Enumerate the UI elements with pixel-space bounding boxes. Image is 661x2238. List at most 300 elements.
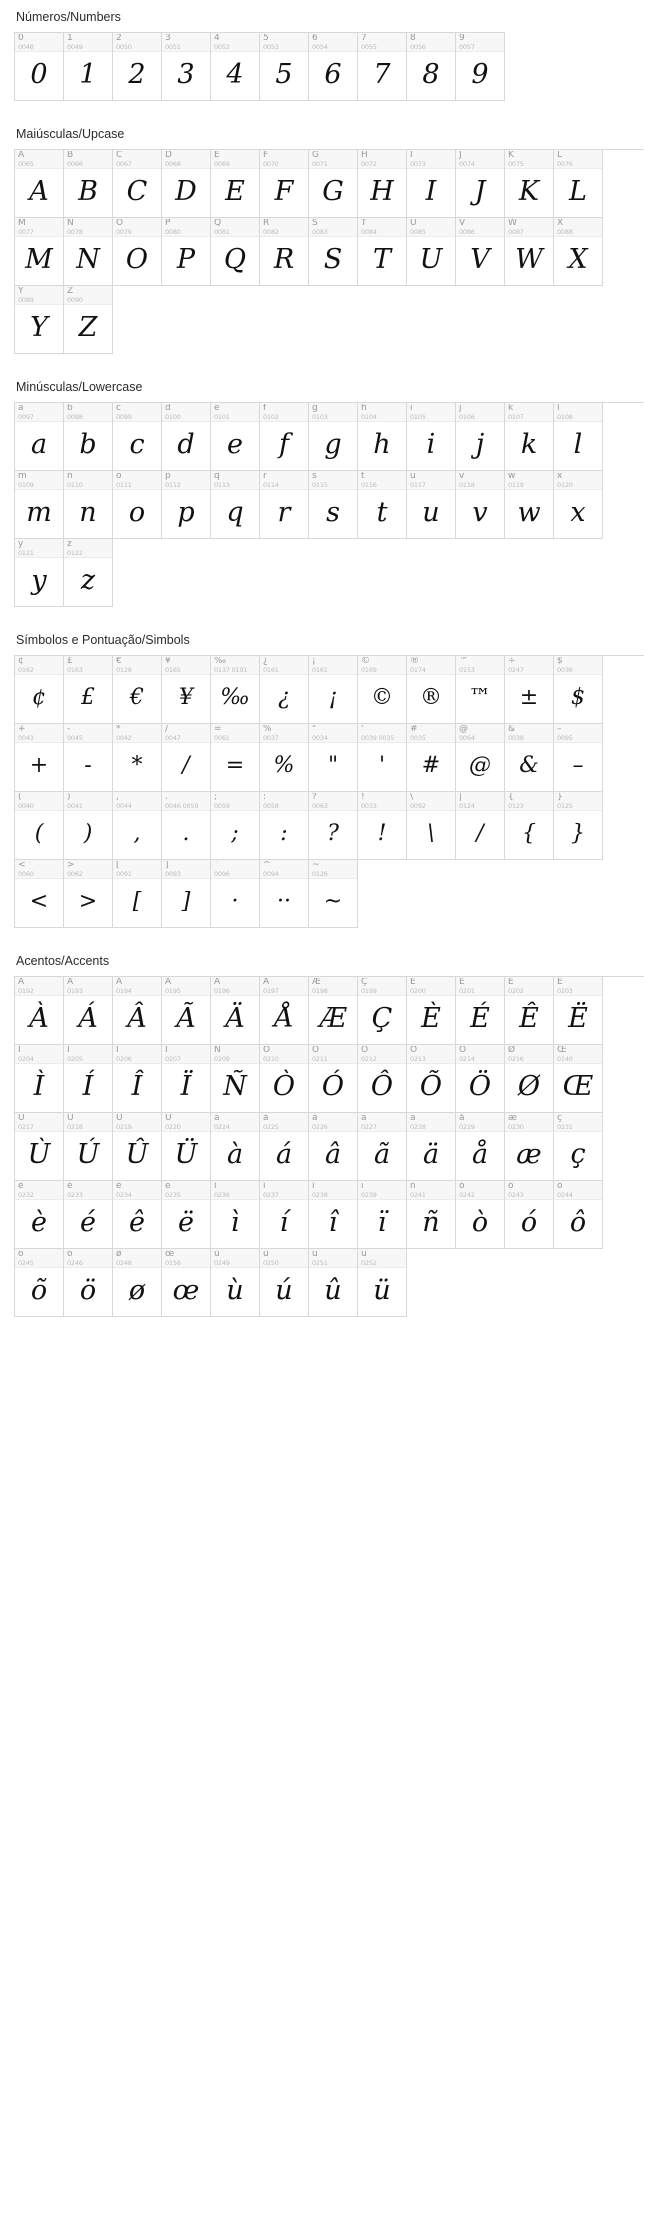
glyph-preview: U bbox=[419, 244, 443, 275]
glyph-code-label: 0233 bbox=[67, 1191, 83, 1199]
glyph-preview: , bbox=[133, 820, 141, 846]
glyph-preview: ù bbox=[226, 1275, 244, 1306]
glyph-code-label: 0235 bbox=[165, 1191, 181, 1199]
glyph-cell[interactable] bbox=[358, 724, 407, 792]
glyph-cell[interactable] bbox=[358, 792, 407, 860]
glyph-preview: A bbox=[29, 176, 49, 207]
glyph-code-label: 0061 bbox=[214, 734, 230, 742]
glyph-preview: ¡ bbox=[328, 684, 338, 710]
glyph-cell-header bbox=[407, 724, 455, 743]
glyph-cell-header bbox=[64, 860, 112, 879]
glyph-code-label: 0198 bbox=[312, 987, 328, 995]
glyph-cell[interactable] bbox=[211, 656, 260, 724]
glyph-code-label: 0207 bbox=[165, 1055, 181, 1063]
glyph-cell[interactable] bbox=[456, 471, 505, 539]
glyph-cell[interactable] bbox=[162, 724, 211, 792]
glyph-cell[interactable] bbox=[211, 150, 260, 218]
glyph-preview: J bbox=[474, 176, 486, 207]
glyph-cell[interactable] bbox=[15, 656, 64, 724]
glyph-cell[interactable] bbox=[15, 403, 64, 471]
glyph-cell[interactable] bbox=[505, 150, 554, 218]
glyph-code-label: 0137 0191 bbox=[214, 666, 248, 674]
glyph-cell[interactable] bbox=[64, 218, 113, 286]
glyph-cell[interactable] bbox=[407, 792, 456, 860]
glyph-cell[interactable] bbox=[260, 860, 309, 928]
glyph-cell[interactable] bbox=[456, 1181, 505, 1249]
glyph-cell[interactable] bbox=[211, 1113, 260, 1181]
glyph-cell[interactable] bbox=[456, 656, 505, 724]
glyph-cell[interactable] bbox=[456, 403, 505, 471]
glyph-cell[interactable] bbox=[15, 860, 64, 928]
glyph-cell-header bbox=[64, 286, 112, 305]
glyph-char-label: A bbox=[18, 151, 25, 160]
glyph-char-label: @ bbox=[459, 725, 468, 734]
glyph-cell-header bbox=[456, 792, 504, 811]
glyph-code-label: 0041 bbox=[67, 802, 83, 810]
glyph-cell[interactable] bbox=[260, 656, 309, 724]
glyph-cell[interactable] bbox=[113, 792, 162, 860]
glyph-cell[interactable] bbox=[456, 977, 505, 1045]
glyph-cell[interactable] bbox=[15, 286, 64, 354]
glyph-preview: e bbox=[227, 429, 243, 460]
glyph-char-label: { bbox=[508, 793, 514, 802]
glyph-cell[interactable] bbox=[456, 150, 505, 218]
glyph-preview: ~ bbox=[323, 888, 343, 914]
glyph-preview: Î bbox=[131, 1071, 143, 1102]
glyph-cell[interactable] bbox=[113, 218, 162, 286]
glyph-cell-header bbox=[64, 1249, 112, 1268]
glyph-cell[interactable] bbox=[211, 471, 260, 539]
glyph-char-label: Ì bbox=[18, 1046, 21, 1055]
glyph-cell[interactable] bbox=[260, 33, 309, 101]
glyph-cell[interactable] bbox=[260, 1249, 309, 1317]
glyph-cell[interactable] bbox=[113, 724, 162, 792]
glyph-preview: N bbox=[76, 244, 100, 275]
glyph-cell[interactable] bbox=[358, 471, 407, 539]
glyph-char-label: å bbox=[459, 1114, 465, 1123]
glyph-cell[interactable] bbox=[211, 1249, 260, 1317]
glyph-code-label: 0053 bbox=[263, 43, 279, 51]
glyph-cell[interactable] bbox=[113, 471, 162, 539]
glyph-char-label: h bbox=[361, 404, 367, 413]
glyph-code-label: 0050 bbox=[116, 43, 132, 51]
glyph-cell-header bbox=[505, 1113, 553, 1132]
glyph-preview: E bbox=[225, 176, 245, 207]
glyph-cell-header bbox=[554, 1045, 602, 1064]
glyph-cell[interactable] bbox=[407, 33, 456, 101]
section-title: Números/Numbers bbox=[16, 10, 121, 24]
glyph-section-numbers bbox=[14, 10, 647, 101]
glyph-cell-header bbox=[15, 792, 63, 811]
glyph-code-label: 0161 bbox=[263, 666, 279, 674]
glyph-cell[interactable] bbox=[554, 471, 603, 539]
glyph-cell[interactable] bbox=[113, 1113, 162, 1181]
glyph-cell-header bbox=[15, 286, 63, 305]
glyph-cell[interactable] bbox=[309, 471, 358, 539]
glyph-code-label: 0059 bbox=[214, 802, 230, 810]
glyph-cell[interactable] bbox=[162, 656, 211, 724]
glyph-cell[interactable] bbox=[309, 656, 358, 724]
glyph-preview: À bbox=[29, 1003, 49, 1034]
glyph-cell[interactable] bbox=[113, 33, 162, 101]
glyph-cell[interactable] bbox=[15, 977, 64, 1045]
glyph-cell[interactable] bbox=[162, 977, 211, 1045]
glyph-cell[interactable] bbox=[554, 1045, 603, 1113]
glyph-cell[interactable] bbox=[113, 977, 162, 1045]
glyph-cell[interactable] bbox=[309, 1181, 358, 1249]
glyph-preview: ò bbox=[471, 1207, 489, 1238]
glyph-code-label: 0094 bbox=[263, 870, 279, 878]
glyph-char-label: à bbox=[214, 1114, 220, 1123]
glyph-grid bbox=[14, 402, 644, 607]
glyph-code-label: 0118 bbox=[459, 481, 475, 489]
glyph-cell[interactable] bbox=[64, 33, 113, 101]
glyph-cell[interactable] bbox=[505, 1181, 554, 1249]
glyph-cell[interactable] bbox=[554, 218, 603, 286]
glyph-code-label: 0068 bbox=[165, 160, 181, 168]
glyph-cell[interactable] bbox=[456, 792, 505, 860]
glyph-cell-header bbox=[64, 150, 112, 169]
glyph-cell[interactable] bbox=[113, 860, 162, 928]
glyph-cell[interactable] bbox=[15, 539, 64, 607]
glyph-cell[interactable] bbox=[309, 1249, 358, 1317]
glyph-preview: ü bbox=[373, 1275, 391, 1306]
glyph-cell[interactable] bbox=[211, 403, 260, 471]
glyph-char-label: Ù bbox=[18, 1114, 25, 1123]
glyph-code-label: 0069 bbox=[214, 160, 230, 168]
glyph-code-label: 0206 bbox=[116, 1055, 132, 1063]
glyph-preview: â bbox=[324, 1139, 342, 1170]
glyph-cell[interactable] bbox=[211, 1045, 260, 1113]
glyph-preview: Ò bbox=[272, 1071, 296, 1102]
glyph-preview: r bbox=[277, 497, 291, 528]
glyph-cell[interactable] bbox=[407, 724, 456, 792]
glyph-code-label: 0056 bbox=[410, 43, 426, 51]
glyph-cell[interactable] bbox=[113, 150, 162, 218]
glyph-cell[interactable] bbox=[554, 656, 603, 724]
glyph-cell[interactable] bbox=[358, 1113, 407, 1181]
glyph-cell[interactable] bbox=[260, 977, 309, 1045]
glyph-cell[interactable] bbox=[162, 33, 211, 101]
glyph-code-label: 0232 bbox=[18, 1191, 34, 1199]
glyph-cell[interactable] bbox=[113, 1181, 162, 1249]
glyph-code-label: 0075 bbox=[508, 160, 524, 168]
glyph-cell[interactable] bbox=[358, 1249, 407, 1317]
glyph-cell[interactable] bbox=[407, 1113, 456, 1181]
glyph-cell[interactable] bbox=[64, 286, 113, 354]
glyph-cell-header bbox=[260, 792, 308, 811]
glyph-preview: ì bbox=[230, 1207, 240, 1238]
glyph-preview: Â bbox=[127, 1003, 147, 1034]
glyph-code-label: 0097 bbox=[18, 413, 34, 421]
glyph-preview: & bbox=[519, 752, 539, 778]
glyph-cell[interactable] bbox=[64, 724, 113, 792]
glyph-code-label: 0203 bbox=[557, 987, 573, 995]
glyph-cell[interactable] bbox=[358, 218, 407, 286]
glyph-code-label: 0205 bbox=[67, 1055, 83, 1063]
glyph-cell[interactable] bbox=[64, 656, 113, 724]
glyph-char-label: Ü bbox=[165, 1114, 172, 1123]
glyph-cell[interactable] bbox=[64, 1249, 113, 1317]
glyph-code-label: 0078 bbox=[67, 228, 83, 236]
glyph-cell[interactable] bbox=[358, 656, 407, 724]
glyph-char-label: i bbox=[410, 404, 413, 413]
glyph-cell[interactable] bbox=[260, 1045, 309, 1113]
glyph-cell[interactable] bbox=[358, 403, 407, 471]
glyph-cell[interactable] bbox=[407, 1181, 456, 1249]
glyph-cell[interactable] bbox=[260, 403, 309, 471]
glyph-cell[interactable] bbox=[260, 724, 309, 792]
glyph-cell[interactable] bbox=[505, 977, 554, 1045]
glyph-cell[interactable] bbox=[15, 150, 64, 218]
glyph-cell-header bbox=[358, 1181, 406, 1200]
glyph-char-label: $ bbox=[557, 657, 563, 666]
glyph-cell[interactable] bbox=[15, 1249, 64, 1317]
glyph-cell[interactable] bbox=[162, 1181, 211, 1249]
glyph-cell-header bbox=[15, 977, 63, 996]
glyph-code-label: 0065 bbox=[18, 160, 34, 168]
glyph-cell[interactable] bbox=[554, 724, 603, 792]
glyph-cell[interactable] bbox=[505, 1045, 554, 1113]
glyph-cell-header bbox=[64, 977, 112, 996]
glyph-cell[interactable] bbox=[358, 33, 407, 101]
glyph-cell[interactable] bbox=[260, 150, 309, 218]
glyph-cell[interactable] bbox=[309, 403, 358, 471]
glyph-code-label: 0052 bbox=[214, 43, 230, 51]
glyph-code-label: 0083 bbox=[312, 228, 328, 236]
glyph-cell[interactable] bbox=[15, 1113, 64, 1181]
glyph-char-label: ù bbox=[214, 1250, 220, 1259]
glyph-preview: - bbox=[84, 752, 92, 778]
glyph-cell[interactable] bbox=[64, 150, 113, 218]
glyph-code-label: 0200 bbox=[410, 987, 426, 995]
glyph-cell[interactable] bbox=[505, 471, 554, 539]
glyph-char-label: z bbox=[67, 540, 72, 549]
glyph-cell[interactable] bbox=[309, 1045, 358, 1113]
glyph-cell[interactable] bbox=[554, 977, 603, 1045]
glyph-preview: ± bbox=[519, 684, 539, 710]
glyph-code-label: 0072 bbox=[361, 160, 377, 168]
glyph-cell[interactable] bbox=[64, 1181, 113, 1249]
glyph-char-label: 9 bbox=[459, 34, 465, 43]
glyph-char-label: Ô bbox=[361, 1046, 369, 1055]
glyph-cell-header bbox=[211, 471, 259, 490]
glyph-cell[interactable] bbox=[407, 1045, 456, 1113]
glyph-code-label: 0119 bbox=[508, 481, 524, 489]
glyph-cell[interactable] bbox=[407, 150, 456, 218]
glyph-cell[interactable] bbox=[505, 1113, 554, 1181]
glyph-char-label: Õ bbox=[410, 1046, 418, 1055]
glyph-char-label: G bbox=[312, 151, 319, 160]
glyph-cell-header bbox=[407, 1113, 455, 1132]
glyph-code-label: 0057 bbox=[459, 43, 475, 51]
glyph-code-label: 0077 bbox=[18, 228, 34, 236]
glyph-cell[interactable] bbox=[358, 1181, 407, 1249]
glyph-char-label: é bbox=[67, 1182, 73, 1191]
glyph-code-label: 0218 bbox=[67, 1123, 83, 1131]
glyph-preview: Ó bbox=[321, 1071, 345, 1102]
glyph-preview: ã bbox=[373, 1139, 391, 1170]
glyph-cell[interactable] bbox=[15, 1045, 64, 1113]
glyph-preview: w bbox=[517, 497, 541, 528]
glyph-cell[interactable] bbox=[407, 403, 456, 471]
glyph-cell-header bbox=[211, 860, 259, 879]
glyph-cell[interactable] bbox=[309, 977, 358, 1045]
glyph-char-label: ? bbox=[312, 793, 317, 802]
glyph-cell-header bbox=[505, 792, 553, 811]
glyph-cell[interactable] bbox=[211, 860, 260, 928]
glyph-cell[interactable] bbox=[554, 1181, 603, 1249]
glyph-cell[interactable] bbox=[505, 218, 554, 286]
glyph-cell[interactable] bbox=[554, 150, 603, 218]
glyph-cell[interactable] bbox=[407, 656, 456, 724]
glyph-cell[interactable] bbox=[15, 471, 64, 539]
glyph-cell[interactable] bbox=[162, 218, 211, 286]
glyph-cell[interactable] bbox=[15, 724, 64, 792]
glyph-cell[interactable] bbox=[15, 218, 64, 286]
glyph-char-label: c bbox=[116, 404, 121, 413]
glyph-char-label: ô bbox=[557, 1182, 563, 1191]
glyph-code-label: 0213 bbox=[410, 1055, 426, 1063]
glyph-cell[interactable] bbox=[64, 977, 113, 1045]
glyph-cell[interactable] bbox=[211, 33, 260, 101]
glyph-char-label: [ bbox=[116, 861, 120, 870]
glyph-cell[interactable] bbox=[309, 724, 358, 792]
glyph-cell[interactable] bbox=[15, 792, 64, 860]
glyph-cell-header bbox=[505, 218, 553, 237]
glyph-grid bbox=[14, 149, 644, 354]
glyph-cell[interactable] bbox=[260, 1113, 309, 1181]
glyph-cell[interactable] bbox=[211, 977, 260, 1045]
glyph-cell[interactable] bbox=[211, 792, 260, 860]
glyph-cell[interactable] bbox=[554, 792, 603, 860]
glyph-cell-header bbox=[162, 403, 210, 422]
glyph-char-label: ] bbox=[165, 861, 169, 870]
glyph-cell[interactable] bbox=[358, 1045, 407, 1113]
glyph-cell-header bbox=[162, 150, 210, 169]
glyph-cell[interactable] bbox=[15, 33, 64, 101]
glyph-cell[interactable] bbox=[309, 33, 358, 101]
glyph-cell[interactable] bbox=[260, 792, 309, 860]
glyph-code-label: 0070 bbox=[263, 160, 279, 168]
glyph-cell[interactable] bbox=[64, 792, 113, 860]
glyph-cell[interactable] bbox=[211, 724, 260, 792]
glyph-cell[interactable] bbox=[309, 792, 358, 860]
glyph-code-label: 0109 bbox=[18, 481, 34, 489]
glyph-preview: C bbox=[126, 176, 148, 207]
glyph-cell[interactable] bbox=[505, 792, 554, 860]
glyph-cell[interactable] bbox=[162, 1113, 211, 1181]
glyph-cell-header bbox=[162, 1045, 210, 1064]
glyph-cell[interactable] bbox=[64, 860, 113, 928]
glyph-cell-header bbox=[113, 724, 161, 743]
glyph-cell[interactable] bbox=[505, 656, 554, 724]
glyph-cell[interactable] bbox=[162, 1249, 211, 1317]
glyph-cell[interactable] bbox=[309, 1113, 358, 1181]
glyph-cell-header bbox=[554, 792, 602, 811]
glyph-code-label: 0120 bbox=[557, 481, 573, 489]
glyph-cell[interactable] bbox=[554, 403, 603, 471]
glyph-code-label: 0125 bbox=[557, 802, 573, 810]
glyph-preview: 2 bbox=[128, 59, 146, 90]
glyph-char-label: É bbox=[459, 978, 465, 987]
glyph-cell-header bbox=[407, 33, 455, 52]
glyph-char-label: 2 bbox=[116, 34, 122, 43]
glyph-cell[interactable] bbox=[64, 1113, 113, 1181]
glyph-preview: 4 bbox=[226, 59, 244, 90]
glyph-preview: L bbox=[569, 176, 587, 207]
glyph-char-label: € bbox=[116, 657, 122, 666]
glyph-code-label: 0225 bbox=[263, 1123, 279, 1131]
glyph-cell[interactable] bbox=[162, 150, 211, 218]
glyph-cell[interactable] bbox=[505, 403, 554, 471]
glyph-cell[interactable] bbox=[162, 860, 211, 928]
glyph-cell-header bbox=[456, 724, 504, 743]
glyph-preview: 6 bbox=[324, 59, 342, 90]
glyph-code-label: 0099 bbox=[116, 413, 132, 421]
glyph-cell-header bbox=[456, 33, 504, 52]
glyph-cell[interactable] bbox=[64, 471, 113, 539]
glyph-cell[interactable] bbox=[211, 1181, 260, 1249]
glyph-cell[interactable] bbox=[407, 471, 456, 539]
glyph-code-label: 0210 bbox=[263, 1055, 279, 1063]
glyph-cell[interactable] bbox=[456, 724, 505, 792]
glyph-cell[interactable] bbox=[456, 33, 505, 101]
glyph-cell-header bbox=[15, 403, 63, 422]
glyph-char-label: . bbox=[165, 793, 168, 802]
glyph-cell[interactable] bbox=[64, 539, 113, 607]
glyph-cell[interactable] bbox=[113, 656, 162, 724]
glyph-code-label: 0098 bbox=[67, 413, 83, 421]
glyph-cell[interactable] bbox=[64, 403, 113, 471]
glyph-cell[interactable] bbox=[456, 218, 505, 286]
glyph-cell[interactable] bbox=[505, 724, 554, 792]
glyph-cell[interactable] bbox=[554, 1113, 603, 1181]
glyph-cell[interactable] bbox=[113, 403, 162, 471]
glyph-cell[interactable] bbox=[456, 1045, 505, 1113]
glyph-cell[interactable] bbox=[113, 1045, 162, 1113]
glyph-cell[interactable] bbox=[64, 1045, 113, 1113]
glyph-cell[interactable] bbox=[260, 471, 309, 539]
glyph-cell-header bbox=[260, 403, 308, 422]
glyph-cell[interactable] bbox=[162, 471, 211, 539]
glyph-char-label: J bbox=[459, 151, 462, 160]
glyph-char-label: s bbox=[312, 472, 317, 481]
glyph-cell[interactable] bbox=[407, 218, 456, 286]
glyph-cell[interactable] bbox=[407, 977, 456, 1045]
glyph-cell[interactable] bbox=[456, 1113, 505, 1181]
glyph-cell-header bbox=[309, 150, 357, 169]
glyph-cell[interactable] bbox=[113, 1249, 162, 1317]
glyph-preview: è bbox=[31, 1207, 47, 1238]
glyph-cell[interactable] bbox=[260, 1181, 309, 1249]
glyph-cell[interactable] bbox=[358, 977, 407, 1045]
glyph-cell-header bbox=[211, 1113, 259, 1132]
glyph-preview: V bbox=[470, 244, 490, 275]
glyph-cell[interactable] bbox=[309, 218, 358, 286]
glyph-cell[interactable] bbox=[15, 1181, 64, 1249]
glyph-cell[interactable] bbox=[162, 403, 211, 471]
glyph-cell[interactable] bbox=[211, 218, 260, 286]
glyph-cell[interactable] bbox=[260, 218, 309, 286]
glyph-cell[interactable] bbox=[162, 1045, 211, 1113]
glyph-cell[interactable] bbox=[309, 150, 358, 218]
glyph-cell[interactable] bbox=[309, 860, 358, 928]
glyph-cell[interactable] bbox=[358, 150, 407, 218]
glyph-preview: / bbox=[182, 752, 190, 778]
glyph-cell[interactable] bbox=[162, 792, 211, 860]
glyph-code-label: 0126 bbox=[312, 870, 328, 878]
